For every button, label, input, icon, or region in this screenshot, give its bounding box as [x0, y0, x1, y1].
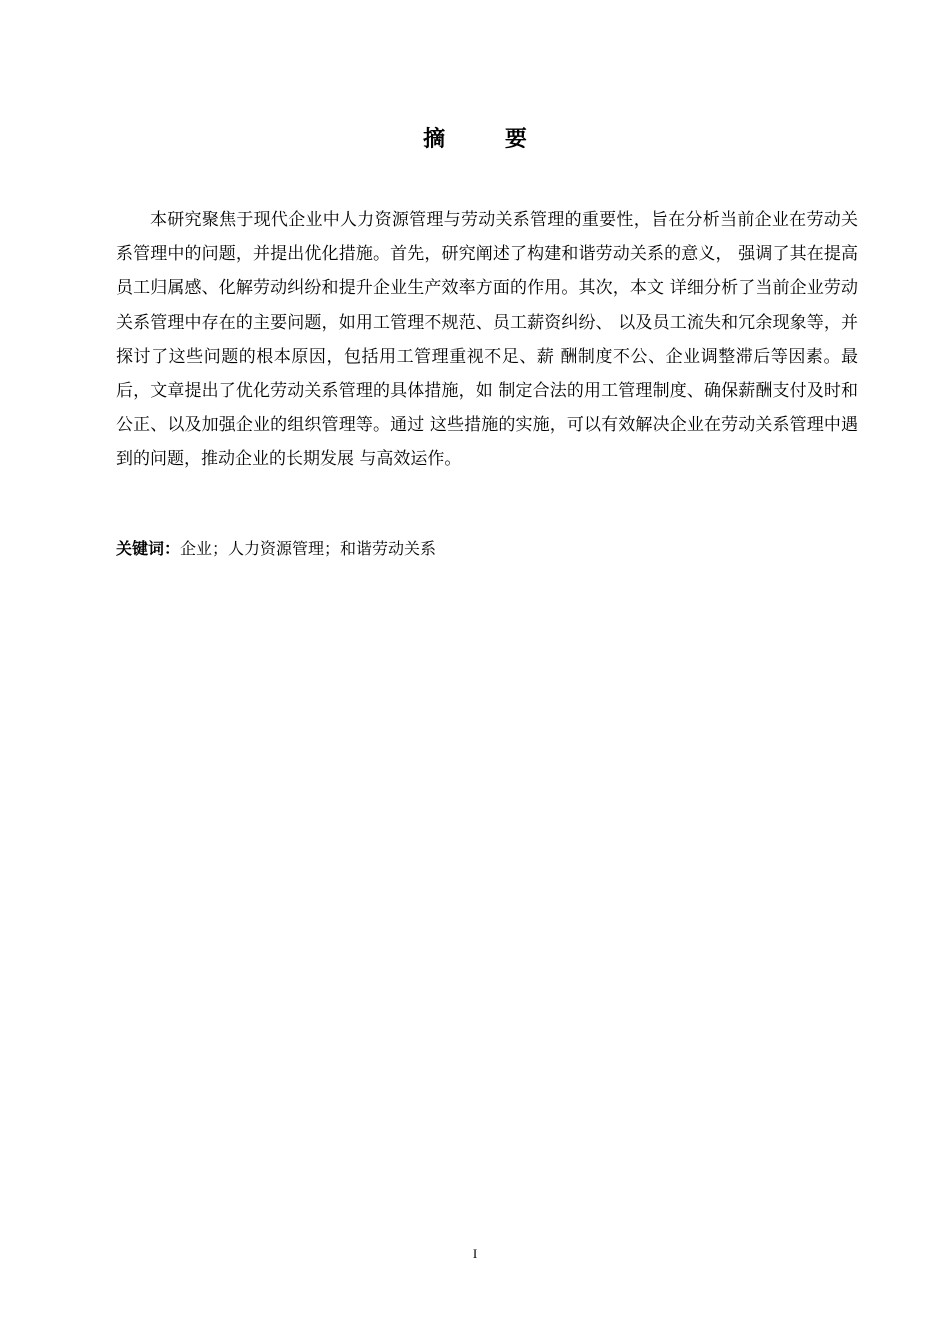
keywords-label: 关键词：	[116, 539, 181, 558]
abstract-paragraph: 本研究聚焦于现代企业中人力资源管理与劳动关系管理的重要性，旨在分析当前企业在劳动关系管理中的问题，并提出优化措施。首先，研究阐述了构建和谐劳动关系的意义， 强调了其在提高员工归属感、化解劳动纠纷和提升企业生产效率方面的作用。其次，本文 详细分析了当前企业劳动关系管理中存在的主要问题，如用工管理不规范、员工薪资纠纷、 以及员工流失和冗余现象等，并探讨了这些问题的根本原因，包括用工管理重视不足、薪 酬制度不公、企业调整滞后等因素。最后，文章提出了优化劳动关系管理的具体措施，如 制定合法的用工管理制度、确保薪酬支付及时和公正、以及加强企业的组织管理等。通过 这些措施的实施，可以有效解决企业在劳动关系管理中遇到的问题，推动企业的长期发展 与高效运作。	[116, 210, 858, 470]
page-title: 摘 要	[423, 127, 553, 152]
keywords-line	[116, 534, 858, 564]
page-number: I	[472, 1246, 478, 1261]
keywords-text: 企业；人力资源管理；和谐劳动关系	[180, 539, 437, 558]
